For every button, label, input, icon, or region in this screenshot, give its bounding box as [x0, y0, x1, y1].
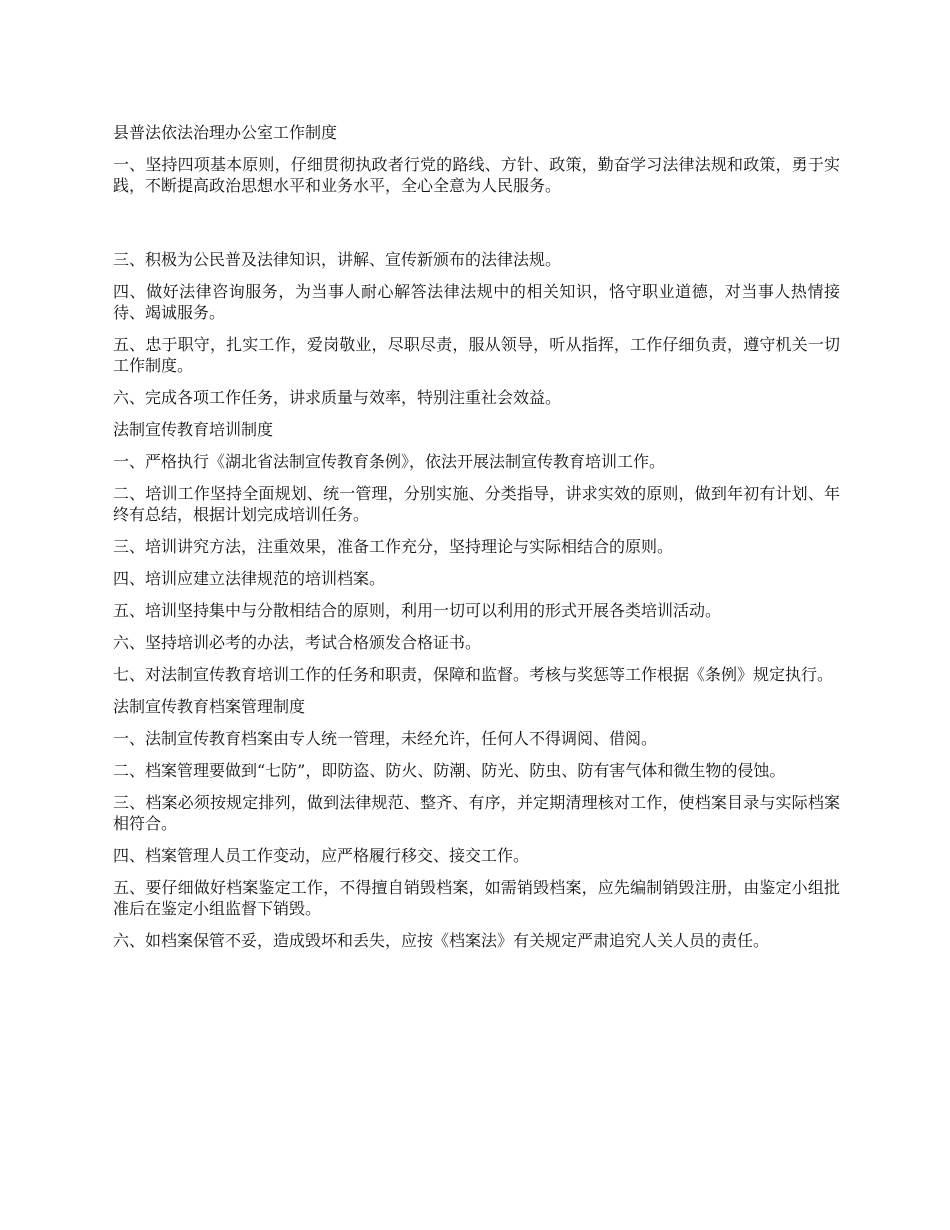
section-title-training-rules: 法制宣传教育培训制度 [113, 420, 274, 439]
paragraph: 三、档案必须按规定排列，做到法律规范、整齐、有序，并定期清理核对工作，使档案目录与实际档案相符合。 [113, 793, 840, 833]
paragraph: 一、严格执行《湖北省法制宣传教育条例》，依法开展法制宣传教育培训工作。 [113, 452, 666, 471]
paragraph: 三、积极为公民普及法律知识，讲解、宣传新颁布的法律法规。 [113, 250, 562, 269]
paragraph: 五、忠于职守，扎实工作，爱岗敬业，尽职尽责，服从领导，听从指挥，工作仔细负责，遵守机关一切工作制度。 [113, 335, 840, 375]
paragraph: 六、完成各项工作任务，讲求质量与效率，特别注重社会效益。 [113, 388, 562, 407]
blank-gap [113, 207, 840, 249]
paragraph: 三、培训讲究方法，注重效果，准备工作充分，坚持理论与实际相结合的原则。 [113, 537, 674, 556]
paragraph: 六、如档案保管不妥，造成毁坏和丢失，应按《档案法》有关规定严肃追究人关人员的责任。 [113, 931, 770, 950]
paragraph: 五、培训坚持集中与分散相结合的原则，利用一切可以利用的形式开展各类培训活动。 [113, 601, 722, 620]
paragraph: 六、坚持培训必考的办法，考试合格颁发合格证书。 [113, 633, 482, 652]
paragraph: 五、要仔细做好档案鉴定工作，不得擅自销毁档案，如需销毁档案，应先编制销毁注册，由鉴定小组批准后在鉴定小组监督下销毁。 [113, 878, 840, 918]
section-title-office-rules: 县普法依法治理办公室工作制度 [113, 123, 338, 142]
paragraph: 一、法制宣传教育档案由专人统一管理，未经允许，任何人不得调阅、借阅。 [113, 729, 658, 748]
paragraph: 七、对法制宣传教育培训工作的任务和职责，保障和监督。考核与奖惩等工作根据《条例》规定执行。 [113, 665, 834, 684]
paragraph: 四、档案管理人员工作变动，应严格履行移交、接交工作。 [113, 846, 530, 865]
document-body [113, 122, 840, 962]
paragraph: 四、培训应建立法律规范的培训档案。 [113, 569, 386, 588]
section-title-archive-rules: 法制宣传教育档案管理制度 [113, 697, 306, 716]
paragraph: 二、档案管理要做到“七防”，即防盗、防火、防潮、防光、防虫、防有害气体和微生物的侵蚀。 [113, 761, 786, 780]
paragraph: 四、做好法律咨询服务，为当事人耐心解答法律法规中的相关知识，恪守职业道德，对当事人热情接待、竭诚服务。 [113, 282, 840, 322]
paragraph: 二、培训工作坚持全面规划、统一管理，分别实施、分类指导，讲求实效的原则，做到年初有计划、年终有总结，根据计划完成培训任务。 [113, 484, 840, 524]
paragraph: 一、坚持四项基本原则，仔细贯彻执政者行党的路线、方针、政策，勤奋学习法律法规和政策，勇于实践，不断提高政治思想水平和业务水平，全心全意为人民服务。 [113, 155, 840, 195]
